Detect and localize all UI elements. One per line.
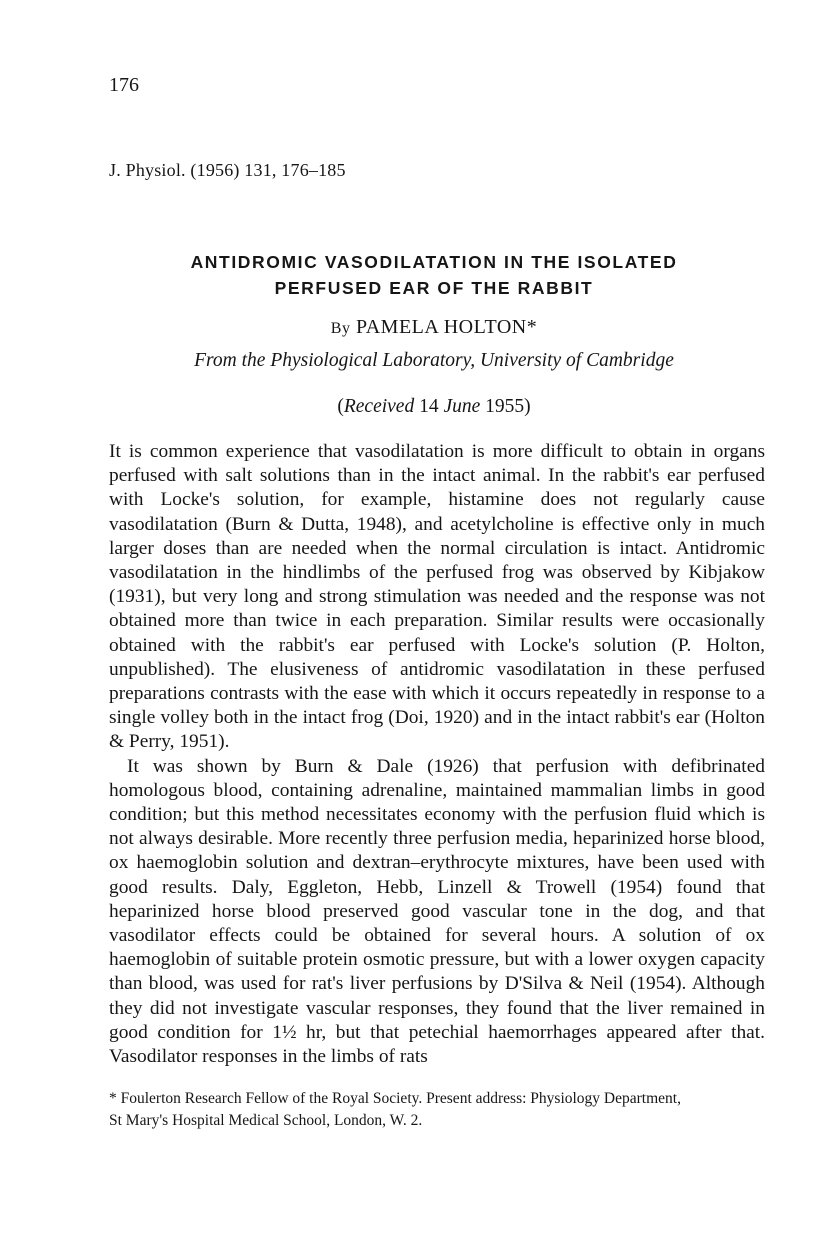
- byline-by: By: [330, 320, 351, 337]
- byline: [100, 316, 768, 339]
- received-year: 1955): [485, 396, 531, 417]
- footnote-line-1: * Foulerton Research Fellow of the Royal Society. Present address: Physiology Department,: [109, 1090, 681, 1107]
- received-open-paren: (: [337, 396, 344, 417]
- journal-citation: J. Physiol. (1956) 131, 176–185: [109, 160, 346, 180]
- footnote: [109, 1088, 769, 1132]
- article-title-line-1: ANTIDROMIC VASODILATATION IN THE ISOLATED: [190, 252, 678, 272]
- author-name: PAMELA HOLTON*: [355, 316, 538, 338]
- received-date: [100, 396, 768, 418]
- paragraph-1: It is common experience that vasodilatation is more difficult to obtain in organs perfused with salt solutions than in the intact animal. In the rabbit's ear perfused with Locke's solution, for example, histamine does not regularly cause vasodilatation (Burn & Dutta, 1948), and acetylcholine is effective only in much larger doses than are needed when the normal circulation is intact. Antidromic vasodilatation in the hindlimbs of the perfused frog was observed by Kibjakow (1931), but very long and strong stimulation was needed and the response was not obtained more than twice in each preparation. Similar results were occasionally obtained with the rabbit's ear perfused with Locke's solution (P. Holton, unpublished). The elusiveness of antidromic vasodilatation in these perfused preparations contrasts with the ease with which it occurs repeatedly in response to a single volley both in the intact frog (Doi, 1920) and in the intact rabbit's ear (Holton & Perry, 1951).: [109, 441, 765, 753]
- received-month: June: [443, 396, 481, 417]
- article-title: [100, 249, 768, 301]
- received-day: 14: [419, 396, 439, 417]
- affiliation: From the Physiological Laboratory, University of Cambridge: [194, 350, 674, 371]
- paragraph-2: It was shown by Burn & Dale (1926) that perfusion with defibrinated homologous blood, containing adrenaline, maintained mammalian limbs in good condition; but this method necessitates economy with the perfusion fluid which is not always desirable. More recently three perfusion media, heparinized horse blood, ox haemoglobin solution and dextran–erythrocyte mixtures, have been used with good results. Daly, Eggleton, Hebb, Linzell & Trowell (1954) found that heparinized horse blood preserved good vascular tone in the dog, and that vasodilator effects could be obtained for several hours. A solution of ox haemoglobin of suitable protein osmotic pressure, but with a lower oxygen capacity than blood, was used for rat's liver perfusions by D'Silva & Neil (1954). Although they did not investigate vascular responses, they found that the liver remained in good condition for 1½ hr, but that petechial haemorrhages appeared after that. Vasodilator responses in the limbs of rats: [109, 755, 765, 1068]
- received-label: Received: [343, 396, 415, 417]
- footnote-line-2: St Mary's Hospital Medical School, London, W. 2.: [109, 1112, 423, 1129]
- article-title-line-2: PERFUSED EAR OF THE RABBIT: [274, 278, 594, 298]
- page-number: 176: [109, 74, 139, 96]
- body-text: [109, 440, 765, 1069]
